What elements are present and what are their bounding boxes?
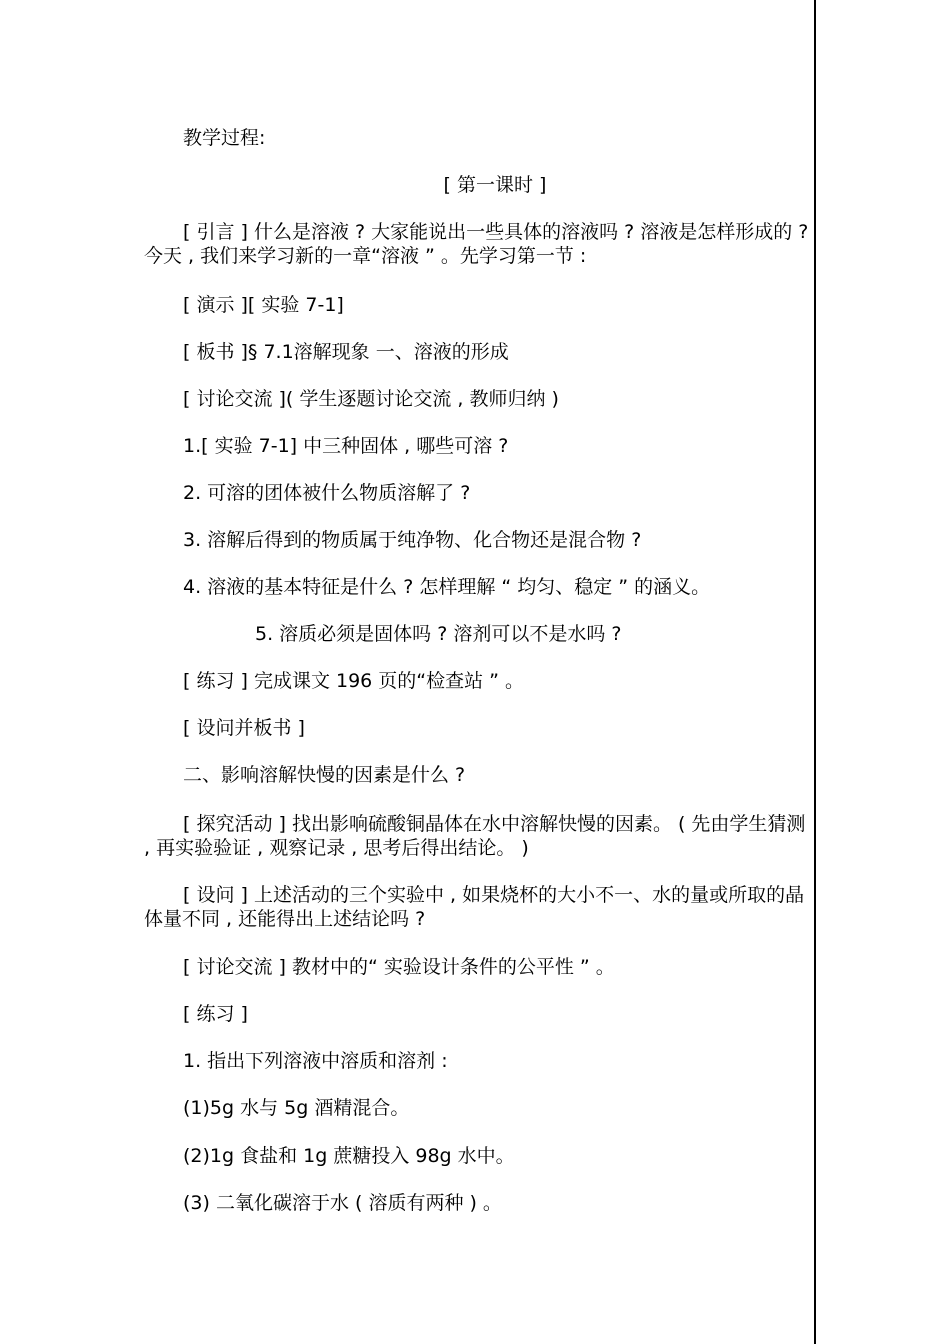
practice-line-1: [ 练习 ] 完成课文 196 页的“检查站 ” 。 [183,670,525,692]
discussion-line-2: [ 讨论交流 ] 教材中的“ 实验设计条件的公平性 ” 。 [183,956,615,978]
demo-line: [ 演示 ][ 实验 7-1] [183,294,344,316]
intro-paragraph: [ 引言 ] 什么是溶液 ? 大家能说出一些具体的溶液吗 ? 溶液是怎样形成的 ? 今天 , 我们来学习新的一章“溶液 ” 。先学习第一节 : [144,221,809,267]
board-line-1: [ 板书 ]§ 7.1溶解现象 一、溶液的形成 [183,341,509,363]
activity-paragraph: [ 探究活动 ] 找出影响硫酸铜晶体在水中溶解快慢的因素。 ( 先由学生猜测 , 再实验验证 , 观察记录 , 思考后得出结论。 ) [144,813,806,859]
section-2-title: 二、影响溶解快慢的因素是什么 ? [183,764,466,786]
question-paragraph: [ 设问 ] 上述活动的三个实验中 , 如果烧杯的大小不一、水的量或所取的晶体量不同 , 还能得出上述结论吗 ? [144,884,805,930]
page-right-border [814,0,816,1344]
question-3: 3. 溶解后得到的物质属于纯净物、化合物还是混合物 ? [183,529,642,551]
discussion-line-1: [ 讨论交流 ]( 学生逐题讨论交流 , 教师归纳 ) [183,388,559,410]
question-1: 1.[ 实验 7-1] 中三种固体 , 哪些可溶 ? [183,435,509,457]
exercise-item-1: (1)5g 水与 5g 酒精混合。 [183,1097,410,1119]
question-5: 5. 溶质必须是固体吗 ? 溶剂可以不是水吗 ? [255,623,622,645]
exercise-item-2: (2)1g 食盐和 1g 蔗糖投入 98g 水中。 [183,1145,515,1167]
heading: 教学过程: [183,127,266,149]
exercise-intro: 1. 指出下列溶液中溶质和溶剂 : [183,1050,448,1072]
board-line-2: [ 设问并板书 ] [183,717,305,739]
lesson-title: [ 第一课时 ] [443,174,547,196]
question-4: 4. 溶液的基本特征是什么 ? 怎样理解 “ 均匀、稳定 ” 的涵义。 [183,576,711,598]
question-2: 2. 可溶的团体被什么物质溶解了 ? [183,482,471,504]
exercise-item-3: (3) 二氧化碳溶于水 ( 溶质有两种 ) 。 [183,1192,502,1214]
practice-line-2: [ 练习 ] [183,1003,248,1025]
